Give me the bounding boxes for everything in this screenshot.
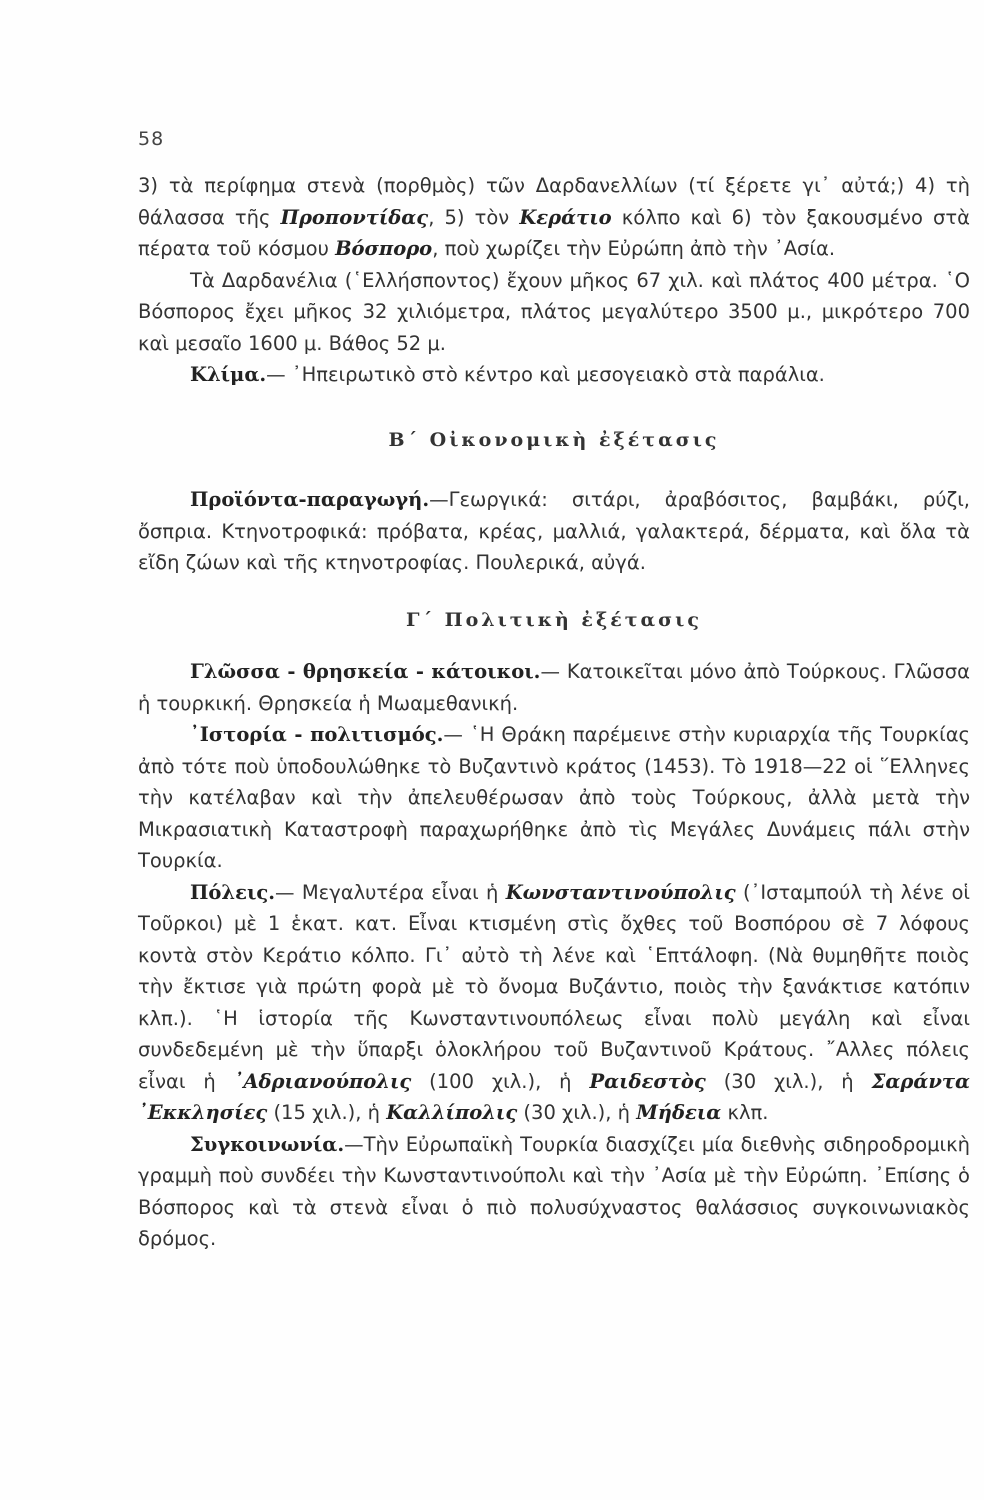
- body-text: [138, 170, 970, 1255]
- page-number: 58: [138, 128, 165, 150]
- paragraph-history: ᾿Ιστορία - πολιτισμός.— ῾Η Θράκη παρέμεινε στὴν κυριαρχία τῆς Τουρκίας ἀπὸ τότε ποὺ ὑποδουλώθηκε τὸ Βυζαντινὸ κράτος (1453). Τὸ 1918—22 οἱ ῞Ελληνες τὴν κατέλαβαν καὶ τὴν ἀπελευθέρωσαν ἀπὸ τοὺς Τούρκους, ἀλλὰ μετὰ τὴν Μικρασιατικὴ Καταστροφὴ παραχωρήθηκε ἀπὸ τὶς Μεγάλες Δυνάμεις πάλι στὴν Τουρκία.: [138, 723, 970, 872]
- section-title-political: Γ΄ Πολιτικὴ ἐξέτασις: [406, 608, 702, 631]
- paragraph-products: Προϊόντα-παραγωγή.—Γεωργικά: σιτάρι, ἀραβόσιτος, βαμβάκι, ρύζι, ὄσπρια. Κτηνοτροφικά: πρόβατα, κρέας, μαλλιά, γαλακτερά, δέρματα, καὶ ὅλα τὰ εἴδη ζώων καὶ τῆς κτηνοτροφίας. Πουλερικά, αὐγά.: [138, 488, 970, 574]
- paragraph-language: Γλῶσσα - θρησκεία - κάτοικοι.— Κατοικεῖται μόνο ἀπὸ Τούρκους. Γλῶσσα ἡ τουρκική. Θρησκεία ἡ Μωαμεθανική.: [138, 660, 970, 715]
- heading-transport: Συγκοινωνία.: [190, 1132, 345, 1156]
- paragraph-straits: 3) τὰ περίφημα στενὰ (πορθμὸς) τῶν Δαρδανελλίων (τί ξέρετε γι᾽ αὐτά;) 4) τὴ θάλασσα τῆς Προποντίδας, 5) τὸν Κεράτιο κόλπο καὶ 6) τὸν ξακουσμένο στὰ πέρατα τοῦ κόσμου Βόσπορο, ποὺ χωρίζει τὴν Εὐρώπη ἀπὸ τὴν ᾿Ασία.: [138, 174, 970, 260]
- heading-language: Γλῶσσα - θρησκεία - κάτοικοι.: [190, 660, 541, 683]
- paragraph-climate: Κλίμα.— ᾿Ηπειρωτικὸ στὸ κέντρο καὶ μεσογειακὸ στὰ παράλια.: [190, 363, 825, 386]
- heading-climate: Κλίμα.: [190, 363, 267, 386]
- heading-cities: Πόλεις.: [190, 880, 276, 904]
- paragraph-cities: Πόλεις.— Μεγαλυτέρα εἶναι ἡ Κωνσταντινούπολις (᾿Ισταμπούλ τὴ λένε οἱ Τοῦρκοι) μὲ 1 ἑκατ. κατ. Εἶναι κτισμένη στὶς ὄχθες τοῦ Βοσπόρου σὲ 7 λόφους κοντὰ στὸν Κεράτιο κόλπο. Γι᾽ αὐτὸ τὴ λένε καὶ ῾Επτάλοφη. (Νὰ θυμηθῆτε ποιὸς τὴν ἔκτισε γιὰ πρώτη φορὰ μὲ τὸ ὄνομα Βυζάντιο, ποιὸς τὴν ξανάκτισε κατόπιν κλπ.). ῾Η ἱστορία τῆς Κωνσταντινουπόλεως εἶναι πολὺ μεγάλη καὶ εἶναι συνδεδεμένη μὲ τὴν ὕπαρξι ὁλοκλήρου τοῦ Βυζαντινοῦ Κράτους. ῎Αλλες πόλεις εἶναι ἡ ᾿Αδριανούπολις (100 χιλ.), ἡ Ραιδεστὸς (30 χιλ.), ἡ Σαράντα ᾿Εκκλησίες (15 χιλ.), ἡ Καλλίπολις (30 χιλ.), ἡ Μήδεια κλπ.: [138, 880, 971, 1124]
- heading-products: Προϊόντα-παραγωγή.: [190, 488, 430, 511]
- heading-history: ᾿Ιστορία - πολιτισμός.: [190, 723, 444, 746]
- section-title-economic: Β΄ Οἰκονομικὴ ἐξέτασις: [388, 428, 720, 451]
- paragraph-transport: Συγκοινωνία.—Τὴν Εὐρωπαϊκὴ Τουρκία διασχίζει μία διεθνὴς σιδηροδρομικὴ γραμμὴ ποὺ συνδέει τὴν Κωνσταντινούπολι καὶ τὴν ᾿Ασία μὲ τὴν Εὐρώπη. ᾿Επίσης ὁ Βόσπορος καὶ τὰ στενὰ εἶναι ὁ πιὸ πολυσύχναστος θαλάσσιος συγκοινωνιακὸς δρόμος.: [138, 1132, 970, 1250]
- paragraph-dimensions: Τὰ Δαρδανέλια (῾Ελλήσποντος) ἔχουν μῆκος 67 χιλ. καὶ πλάτος 400 μέτρα. ῾Ο Βόσπορος ἔχει μῆκος 32 χιλιόμετρα, πλάτος μεγαλύτερο 3500 μ., μικρότερο 700 καὶ μεσαῖο 1600 μ. Βάθος 52 μ.: [138, 268, 970, 355]
